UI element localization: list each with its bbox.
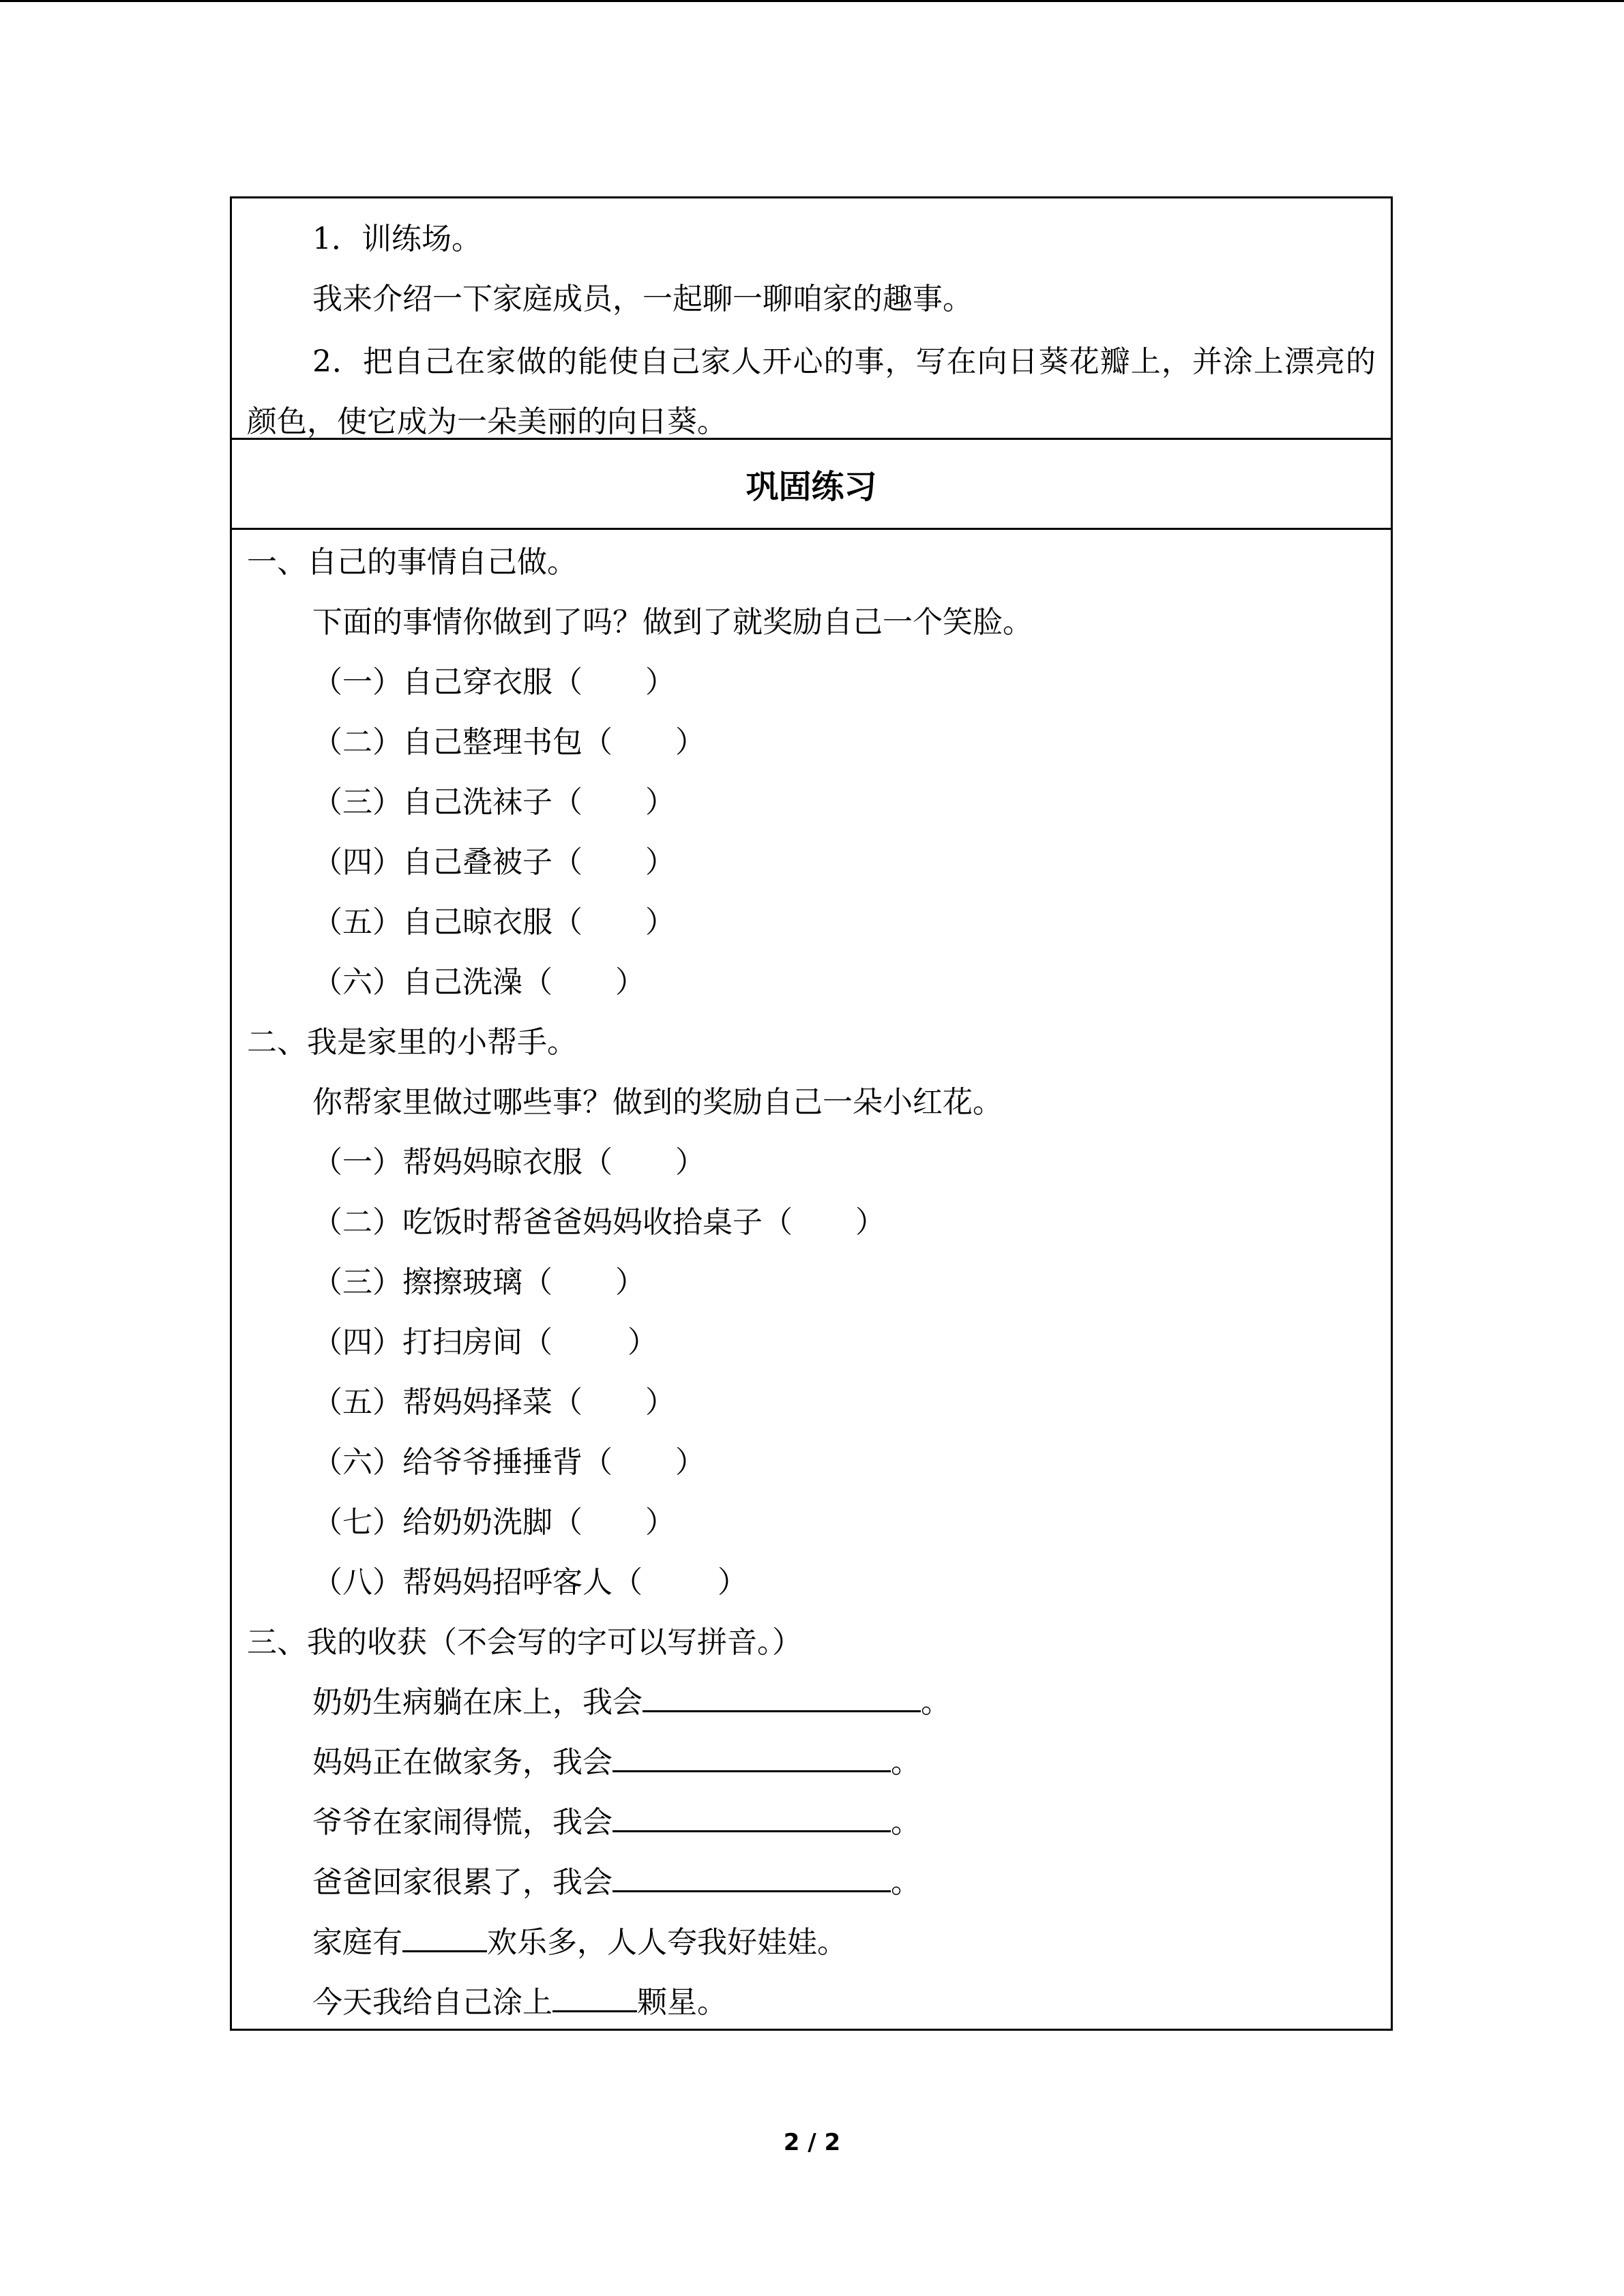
part1-item — [312, 955, 645, 1010]
fill-line-suffix: 。 — [891, 1745, 921, 1780]
close-paren: ） — [675, 725, 705, 760]
answer-blank[interactable] — [612, 1858, 891, 1892]
part1-heading: 一、自己的事情自己做。 — [247, 545, 577, 580]
part2-item-text: （二）吃饭时帮爸爸妈妈收拾桌子（ — [312, 1205, 793, 1240]
fill-line-suffix: 。 — [891, 1865, 921, 1900]
close-paren: ） — [645, 1385, 675, 1420]
part1-item — [312, 655, 675, 710]
part2-heading: 二、我是家里的小帮手。 — [247, 1025, 577, 1060]
part2-item-text: （四）打扫房间（ — [312, 1325, 552, 1360]
exercises-section — [232, 530, 1391, 2029]
part2-item — [312, 1495, 675, 1550]
part2-item-text: （一）帮妈妈晾衣服（ — [312, 1145, 612, 1180]
close-paren: ） — [645, 905, 675, 940]
close-paren: ） — [645, 785, 675, 820]
fill-line-prefix: 奶奶生病躺在床上，我会 — [312, 1685, 643, 1720]
answer-blank[interactable] — [402, 1918, 487, 1952]
close-paren: ） — [645, 665, 675, 700]
fill-line-prefix: 爷爷在家闹得慌，我会 — [312, 1805, 612, 1840]
close-paren: ） — [645, 845, 675, 880]
part3-fill-line — [312, 1855, 921, 1910]
part3-fill-line — [312, 1976, 727, 2030]
fill-line-prefix: 今天我给自己涂上 — [312, 1985, 552, 2020]
part1-item — [312, 895, 675, 950]
part3-fill-line — [312, 1795, 921, 1850]
part2-item — [312, 1195, 885, 1250]
close-paren: ） — [628, 1325, 658, 1360]
part2-intro: 你帮家里做过哪些事？做到的奖励自己一朵小红花。 — [312, 1085, 1003, 1120]
fill-line-suffix: 。 — [891, 1805, 921, 1840]
part2-item-text: （六）给爷爷捶捶背（ — [312, 1445, 612, 1480]
close-paren: ） — [718, 1565, 748, 1600]
part2-item-text: （三）擦擦玻璃（ — [312, 1265, 552, 1300]
part3-fill-line — [312, 1675, 951, 1730]
answer-blank[interactable] — [612, 1798, 891, 1832]
fill-line-suffix: 欢乐多，人人夸我好娃娃。 — [487, 1925, 847, 1960]
part2-item-text: （七）给奶奶洗脚（ — [312, 1505, 582, 1540]
part2-item — [312, 1435, 705, 1490]
close-paren: ） — [615, 1265, 645, 1300]
fill-line-prefix: 爸爸回家很累了，我会 — [312, 1865, 612, 1900]
part3-fill-line — [312, 1915, 847, 1970]
part1-item-text: （一）自己穿衣服（ — [312, 665, 582, 700]
close-paren: ） — [675, 1445, 705, 1480]
part3-fill-line — [312, 1735, 921, 1790]
practice-item1-heading: 1．训练场。 — [312, 222, 482, 256]
page-number: 2 / 2 — [783, 2129, 841, 2156]
part1-item — [312, 835, 675, 890]
practice-item2-text: 2．把自己在家做的能使自己家人开心的事，写在向日葵花瓣上，并涂上漂亮的颜色，使它成为一朵美丽的向日葵。 — [247, 344, 1376, 439]
part1-item-text: （三）自己洗袜子（ — [312, 785, 582, 820]
part1-item-text: （六）自己洗澡（ — [312, 965, 552, 1000]
part2-item — [312, 1135, 705, 1190]
close-paren: ） — [645, 1505, 675, 1540]
top-rule — [0, 0, 1624, 2]
fill-line-suffix: 颗星。 — [637, 1985, 727, 2020]
part2-item — [312, 1315, 658, 1370]
part2-item — [312, 1375, 675, 1430]
close-paren: ） — [855, 1205, 885, 1240]
part2-item — [312, 1555, 748, 1610]
practice-section — [232, 198, 1391, 440]
fill-line-prefix: 家庭有 — [312, 1925, 402, 1960]
answer-blank[interactable] — [612, 1738, 891, 1772]
answer-blank[interactable] — [552, 1978, 637, 2012]
part2-item-text: （八）帮妈妈招呼客人（ — [312, 1565, 643, 1600]
fill-line-suffix: 。 — [921, 1685, 951, 1720]
worksheet-table — [230, 196, 1393, 2031]
answer-blank[interactable] — [643, 1678, 921, 1712]
part3-heading: 三、我的收获（不会写的字可以写拼音。） — [247, 1625, 802, 1660]
part2-item-text: （五）帮妈妈择菜（ — [312, 1385, 582, 1420]
part2-item — [312, 1255, 645, 1310]
close-paren: ） — [615, 965, 645, 1000]
part1-item-text: （四）自己叠被子（ — [312, 845, 582, 880]
practice-item1-text: 我来介绍一下家庭成员，一起聊一聊咱家的趣事。 — [312, 282, 973, 316]
part1-item — [312, 715, 705, 770]
fill-line-prefix: 妈妈正在做家务，我会 — [312, 1745, 612, 1780]
part1-intro: 下面的事情你做到了吗？做到了就奖励自己一个笑脸。 — [312, 605, 1033, 640]
part1-item-text: （五）自己晾衣服（ — [312, 905, 582, 940]
consolidation-title: 巩固练习 — [232, 440, 1391, 530]
close-paren: ） — [675, 1145, 705, 1180]
part1-item — [312, 775, 675, 830]
part1-item-text: （二）自己整理书包（ — [312, 725, 612, 760]
